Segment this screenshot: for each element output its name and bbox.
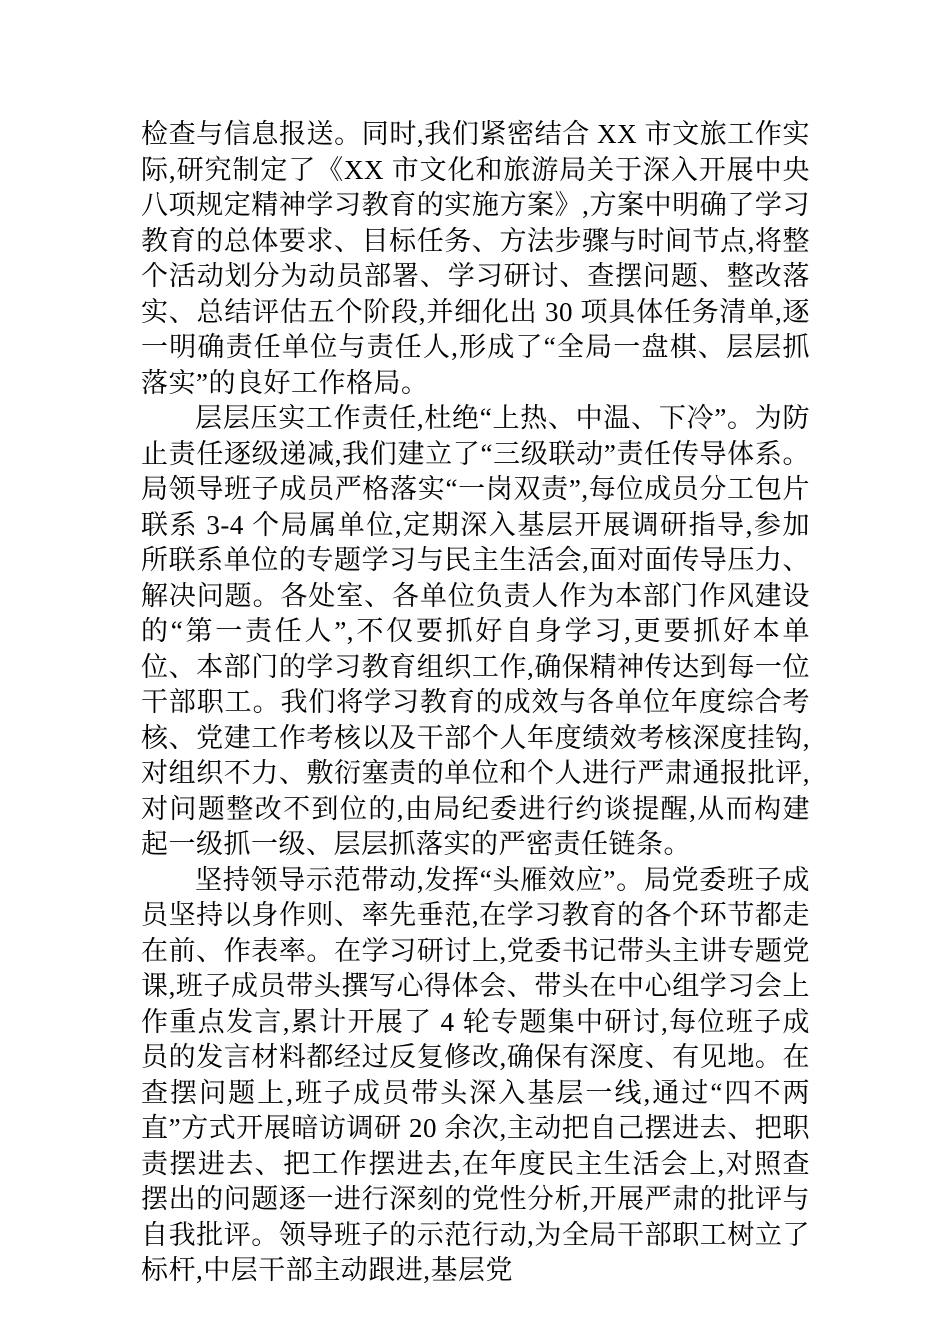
body-paragraph-2: 层层压实工作责任,杜绝“上热、中温、下冷”。为防止责任逐级递减,我们建立了“三级联动”责任传导体系。局领导班子成员严格落实“一岗双责”,每位成员分工包片联系 3-4 个局属单位,定期深入基层开展调研指导,参加所联系单位的专题学习与民主生活会,面对面传导压力、解决问题。各处室、各单位负责人作为本部门作风建设的“第一责任人”,不仅要抓好自身学习,更要抓好本单位、本部门的学习教育组织工作,确保精神传达到每一位干部职工。我们将学习教育的成效与各单位年度综合考核、党建工作考核以及干部个人年度绩效考核深度挂钩,对组织不力、敷衍塞责的单位和个人进行严肃通报批评,对问题整改不到位的,由局纪委进行约谈提醒,从而构建起一级抓一级、层层抓落实的严密责任链条。 xyxy=(141,403,810,859)
document-text-block xyxy=(141,117,810,1289)
body-paragraph-1: 检查与信息报送。同时,我们紧密结合 XX 市文旅工作实际,研究制定了《XX 市文化和旅游局关于深入开展中央八项规定精神学习教育的实施方案》,方案中明确了学习教育的总体要求、目标任务、方法步骤与时间节点,将整个活动划分为动员部署、学习研讨、查摆问题、整改落实、总结评估五个阶段,并细化出 30 项具体任务清单,逐一明确责任单位与责任人,形成了“全局一盘棋、层层抓落实”的良好工作格局。 xyxy=(141,119,810,398)
body-paragraph-3: 坚持领导示范带动,发挥“头雁效应”。局党委班子成员坚持以身作则、率先垂范,在学习教育的各个环节都走在前、作表率。在学习研讨上,党委书记带头主讲专题党课,班子成员带头撰写心得体会、带头在中心组学习会上作重点发言,累计开展了 4 轮专题集中研讨,每位班子成员的发言材料都经过反复修改,确保有深度、有见地。在查摆问题上,班子成员带头深入基层一线,通过“四不两直”方式开展暗访调研 20 余次,主动把自己摆进去、把职责摆进去、把工作摆进去,在年度民主生活会上,对照查摆出的问题逐一进行深刻的党性分析,开展严肃的批评与自我批评。领导班子的示范行动,为全局干部职工树立了标杆,中层干部主动跟进,基层党 xyxy=(141,864,810,1285)
